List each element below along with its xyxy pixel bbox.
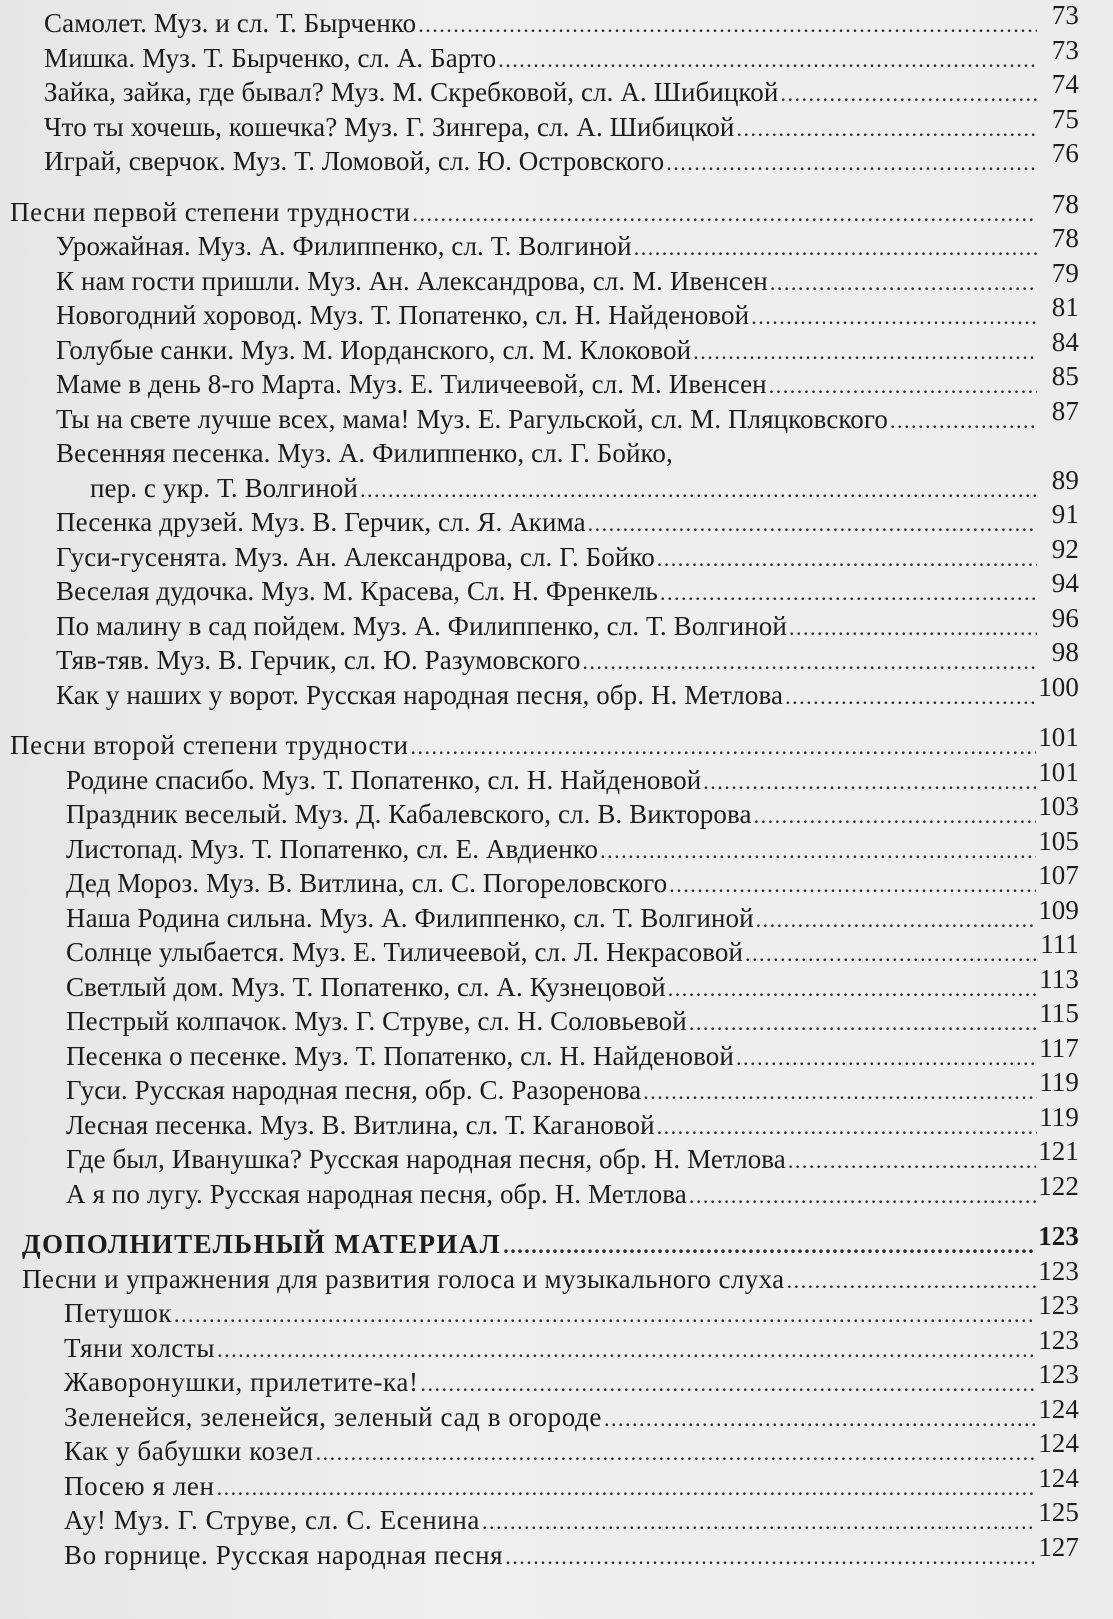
toc-entry: [10, 637, 1079, 678]
toc-entry: [10, 1170, 1079, 1212]
toc-entry: [10, 1136, 1079, 1177]
toc-page-number: 100: [1038, 671, 1079, 702]
dot-leader: [745, 937, 1037, 972]
toc-entry: [10, 223, 1079, 264]
dot-leader: [421, 1367, 1037, 1402]
toc-entry: [10, 860, 1079, 901]
dot-leader: [657, 1110, 1037, 1145]
dot-leader: [785, 680, 1036, 715]
toc-page-number: 79: [1051, 257, 1079, 288]
toc-page-number: 123: [1038, 1359, 1079, 1389]
toc-page-number: 73: [1051, 0, 1079, 30]
toc-entry-title: По малину в сад пойдем. Муз. А. Филиппенко, сл. Т. Волгиной: [56, 610, 787, 641]
toc-entry-title: Как у наших у ворот. Русская народная песня, обр. Н. Метлова: [56, 679, 784, 710]
toc-page-number: 98: [1051, 637, 1079, 667]
toc-entry-title: Зеленейся, зеленейся, зеленый сад в огороде: [64, 1401, 602, 1432]
toc-entry: [10, 756, 1079, 798]
dot-leader: [217, 1471, 1037, 1506]
toc-page-number: 85: [1051, 361, 1079, 391]
toc-entry-title: Наша Родина сильна. Муз. А. Филиппенко, сл. Т. Волгиной: [66, 902, 754, 933]
toc-entry-title: Веселая дудочка. Муз. М. Красева, Сл. Н. Френкель: [56, 576, 658, 606]
dot-leader: [770, 266, 1037, 301]
toc-entry-title: Солнце улыбается. Муз. Е. Тиличеевой, сл. Л. Некрасовой: [66, 937, 744, 967]
toc-page-number: 117: [1039, 1032, 1079, 1063]
toc-entry: [10, 103, 1079, 145]
toc-section-heading: [10, 722, 1079, 763]
dot-leader: [780, 77, 1037, 112]
toc-entry-title: Песни и упражнения для развития голоса и музыкального слуха: [22, 1263, 785, 1294]
toc-page-number: 107: [1038, 860, 1079, 890]
dot-leader: [751, 300, 1037, 335]
toc-page-number: 123: [1038, 1324, 1079, 1355]
toc-entry-title: Зайка, зайка, где бывал? Муз. М. Скребковой, сл. А. Шибицкой: [44, 77, 779, 107]
dot-leader: [316, 1436, 1037, 1471]
dot-leader: [418, 8, 1037, 43]
toc-entry-title: Лесная песенка. Муз. В. Витлина, сл. Т. Кагановой: [66, 1109, 655, 1140]
dot-leader: [666, 146, 1037, 181]
dot-leader: [736, 1041, 1037, 1076]
toc-entry: [10, 1290, 1079, 1331]
dot-leader: [789, 611, 1037, 646]
toc-page-number: 121: [1038, 1136, 1079, 1166]
dot-leader: [505, 1540, 1036, 1575]
dot-leader: [498, 43, 1037, 78]
toc-entry-title: Весенняя песенка. Муз. А. Филиппенко, сл. Г. Бойко,: [56, 438, 673, 468]
toc-page-number: 91: [1051, 499, 1079, 529]
dot-leader: [660, 576, 1037, 611]
toc-entry-title: Что ты хочешь, кошечка? Муз. Г. Зингера, сл. А. Шибицкой: [44, 111, 735, 142]
toc-entry-title: К нам гости пришли. Муз. Ан. Александрова, сл. М. Ивенсен: [56, 265, 768, 296]
toc-entry-title: Новогодний хоровод. Муз. Т. Попатенко, сл. Н. Найденовой: [56, 300, 750, 330]
toc-page-number: 73: [1051, 34, 1079, 65]
toc-entry-title: Тяв-тяв. Муз. В. Герчик, сл. Ю. Разумовского: [56, 645, 581, 675]
toc-page-number: 103: [1038, 791, 1079, 821]
toc-entry: [10, 929, 1079, 970]
dot-leader: [787, 1264, 1037, 1299]
dot-leader: [754, 799, 1037, 834]
toc-entry-title: Во горнице. Русская народная песня: [64, 1539, 504, 1570]
toc-page-number: 111: [1040, 929, 1079, 959]
toc-entry-title: Родине спасибо. Муз. Т. Попатенко, сл. Н. Найденовой: [66, 764, 702, 795]
toc-entry: [10, 602, 1079, 644]
dot-leader: [413, 197, 1038, 232]
dot-leader: [668, 972, 1037, 1007]
toc-entry: [10, 998, 1079, 1039]
toc-page-number: 75: [1051, 103, 1079, 134]
toc-page-number: 123: [1038, 1290, 1079, 1320]
dot-leader: [360, 473, 1037, 508]
toc-entry-title: ДОПОЛНИТЕЛЬНЫЙ МАТЕРИАЛ: [22, 1229, 502, 1259]
toc-entry: [10, 1428, 1079, 1469]
dot-leader: [769, 369, 1037, 404]
toc-page-number: 123: [1038, 1255, 1079, 1286]
toc-entry-title: Дед Мороз. Муз. В. Витлина, сл. С. Погореловского: [66, 868, 668, 898]
toc-page-number: 74: [1051, 69, 1079, 99]
toc-page-number: 123: [1038, 1221, 1079, 1251]
dot-leader: [634, 231, 1037, 266]
toc-page-number: 119: [1039, 1067, 1079, 1097]
dot-leader: [600, 834, 1036, 869]
toc-entry: [10, 464, 1079, 506]
toc-entry: [10, 671, 1079, 713]
toc-entry-title: Где был, Иванушка? Русская народная песня, обр. Н. Метлова: [66, 1144, 786, 1174]
toc-entry: [10, 568, 1079, 609]
toc-page-number: 124: [1038, 1393, 1079, 1424]
toc-entry-title: Пестрый колпачок. Муз. Г. Струве, сл. Н. Соловьевой: [66, 1006, 687, 1036]
toc-page-number: 89: [1051, 464, 1079, 495]
toc-entry-title: Жаворонушки, прилетите-ка!: [64, 1367, 419, 1397]
toc-entry: [10, 436, 1079, 471]
toc-entry: [10, 69, 1079, 110]
toc-entry-title: Гуси. Русская народная песня, обр. С. Разоренова: [66, 1075, 642, 1105]
toc-page-number: 92: [1051, 533, 1079, 564]
toc-entry: [10, 1462, 1079, 1504]
toc-page-number: 87: [1051, 395, 1079, 426]
toc-entry: [10, 1497, 1079, 1538]
toc-entry: [10, 257, 1079, 299]
toc-page-number: 119: [1039, 1101, 1079, 1132]
toc-section-heading: [10, 1221, 1079, 1262]
toc-entry-title: Тяни холсты: [64, 1332, 216, 1363]
dot-leader: [657, 542, 1037, 577]
toc-entry-title: Самолет. Муз. и сл. Т. Бырченко: [44, 8, 417, 38]
toc-section-heading: [10, 188, 1079, 230]
toc-entry: [10, 138, 1079, 179]
toc-entry-title: Посею я лен: [64, 1470, 215, 1501]
toc-entry-title: Гуси-гусенята. Муз. Ан. Александрова, сл. Г. Бойко: [56, 541, 655, 572]
dot-leader: [588, 507, 1037, 542]
toc-entry: [10, 825, 1079, 867]
toc-entry-title: Листопад. Муз. Т. Попатенко, сл. Е. Авдиенко: [66, 833, 599, 864]
toc-entry-title: Петушок: [64, 1298, 173, 1328]
toc-entry: [10, 533, 1079, 575]
dot-leader: [693, 335, 1037, 370]
toc-entry: [10, 395, 1079, 437]
dot-leader: [788, 1144, 1036, 1179]
dot-leader: [890, 404, 1037, 439]
toc-entry: [10, 326, 1079, 368]
toc-entry: [10, 292, 1079, 333]
toc-entry: [10, 1531, 1079, 1573]
dot-leader: [669, 868, 1036, 903]
toc-entry-title: Праздник веселый. Муз. Д. Кабалевского, сл. В. Викторова: [66, 799, 752, 829]
toc-entry: [10, 34, 1079, 76]
toc-entry-title: пер. с укр. Т. Волгиной: [90, 472, 358, 503]
dot-leader: [582, 645, 1037, 680]
toc-page-number: 105: [1038, 825, 1079, 856]
toc-entry-title: Играй, сверчок. Муз. Т. Ломовой, сл. Ю. Островского: [44, 146, 665, 176]
toc-page-number: 76: [1051, 138, 1079, 168]
toc-entry-title: Песни второй степени трудности: [10, 730, 409, 760]
toc-entry-title: Песни первой степени трудности: [10, 196, 411, 227]
toc-entry-title: Песенка друзей. Муз. В. Герчик, сл. Я. Акима: [56, 507, 586, 537]
toc-entry: [10, 361, 1079, 402]
toc-page-number: 78: [1051, 223, 1079, 253]
dot-leader: [689, 1006, 1037, 1041]
dot-leader: [736, 112, 1037, 147]
dot-leader: [604, 1402, 1036, 1437]
dot-leader: [503, 1229, 1036, 1264]
toc-entry: [10, 1101, 1079, 1143]
toc-page-number: 78: [1051, 188, 1079, 219]
table-of-contents: [10, 0, 1079, 1572]
toc-page-number: 101: [1038, 756, 1079, 787]
toc-entry-title: Мишка. Муз. Т. Бырченко, сл. А. Барто: [44, 42, 497, 73]
dot-leader: [482, 1505, 1036, 1540]
toc-page-number: 113: [1039, 963, 1079, 994]
toc-page-number: 101: [1038, 722, 1079, 752]
toc-entry-title: Голубые санки. Муз. М. Иорданского, сл. М. Клоковой: [56, 334, 692, 365]
toc-entry: [10, 894, 1079, 936]
toc-entry: [10, 0, 1079, 41]
dot-leader: [689, 1179, 1036, 1214]
dot-leader: [756, 903, 1037, 938]
toc-entry-title: Светлый дом. Муз. Т. Попатенко, сл. А. Кузнецовой: [66, 971, 666, 1002]
dot-leader: [703, 765, 1036, 800]
toc-entry-title: Маме в день 8-го Марта. Муз. Е. Тиличеевой, сл. М. Ивенсен: [56, 369, 767, 399]
toc-entry: [10, 1359, 1079, 1400]
toc-entry: [10, 499, 1079, 540]
toc-entry-title: Песенка о песенке. Муз. Т. Попатенко, сл. Н. Найденовой: [66, 1040, 734, 1071]
toc-entry: [10, 1032, 1079, 1074]
toc-page-number: 124: [1038, 1462, 1079, 1493]
toc-page-number: 96: [1051, 602, 1079, 633]
toc-entry: [10, 1067, 1079, 1108]
toc-page-number: 124: [1038, 1428, 1079, 1458]
toc-entry: [10, 1255, 1079, 1297]
toc-entry-title: Ты на свете лучше всех, мама! Муз. Е. Рагульской, сл. М. Пляцковского: [56, 403, 888, 434]
dot-leader: [174, 1298, 1036, 1333]
toc-entry-title: Ау! Муз. Г. Струве, сл. С. Есенина: [64, 1505, 480, 1535]
toc-entry-title: Как у бабушки козел: [64, 1436, 314, 1466]
dot-leader: [643, 1075, 1037, 1110]
toc-page-number: 127: [1038, 1531, 1079, 1562]
dot-leader: [411, 730, 1037, 765]
toc-page-number: 115: [1039, 998, 1079, 1028]
toc-entry: [10, 1393, 1079, 1435]
toc-entry: [10, 1324, 1079, 1366]
toc-page-number: 125: [1038, 1497, 1079, 1527]
toc-page-number: 109: [1038, 894, 1079, 925]
toc-page-number: 84: [1051, 326, 1079, 357]
toc-page-number: 94: [1051, 568, 1079, 598]
toc-entry: [10, 791, 1079, 832]
toc-entry: [10, 963, 1079, 1005]
toc-entry-title: А я по лугу. Русская народная песня, обр. Н. Метлова: [66, 1178, 687, 1209]
toc-page-number: 81: [1051, 292, 1079, 322]
toc-entry-title: Урожайная. Муз. А. Филиппенко, сл. Т. Волгиной: [56, 231, 632, 261]
toc-page-number: 122: [1038, 1170, 1079, 1201]
dot-leader: [217, 1333, 1036, 1368]
